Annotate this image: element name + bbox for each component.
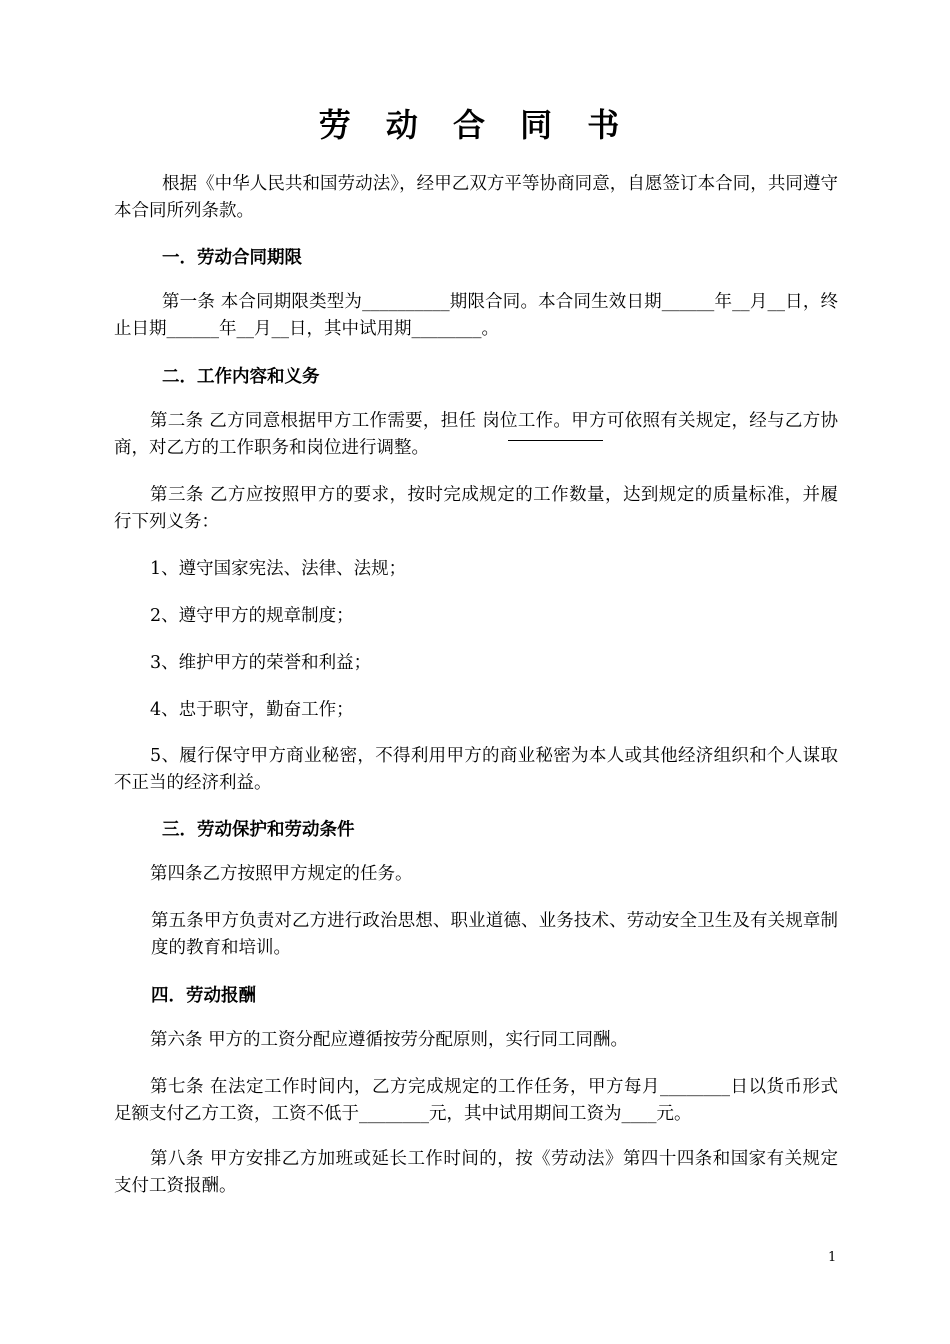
article-3: 第三条 乙方应按照甲方的要求，按时完成规定的工作数量，达到规定的质量标准，并履行下列义务： [114, 485, 838, 532]
duty-item: 3、维护甲方的荣誉和利益； [150, 653, 372, 673]
article-4: 第四条乙方按照甲方规定的任务。 [150, 864, 413, 884]
duty-item: 5、履行保守甲方商业秘密，不得利用甲方的商业秘密为本人或其他经济组织和个人谋取不正当的经济利益。 [114, 746, 838, 793]
article-1: 第一条 本合同期限类型为__________期限合同。本合同生效日期______年__月__日，终止日期______年__月__日，其中试用期________。 [114, 292, 838, 339]
duty-item: 1、遵守国家宪法、法律、法规； [150, 559, 407, 579]
section-heading-term: 一．劳动合同期限 [162, 248, 302, 268]
section-heading-pay: 四．劳动报酬 [151, 986, 256, 1006]
section-heading-duties: 二．工作内容和义务 [162, 367, 320, 387]
article-8: 第八条 甲方安排乙方加班或延长工作时间的，按《劳动法》第四十四条和国家有关规定支付工资报酬。 [114, 1149, 838, 1196]
article-6: 第六条 甲方的工资分配应遵循按劳分配原则，实行同工同酬。 [150, 1030, 629, 1050]
article-5: 第五条甲方负责对乙方进行政治思想、职业道德、业务技术、劳动安全卫生及有关规章制度的教育和培训。 [151, 911, 838, 958]
page-number: 1 [828, 1250, 837, 1265]
intro-paragraph: 根据《中华人民共和国劳动法》，经甲乙双方平等协商同意，自愿签订本合同，共同遵守本合同所列条款。 [114, 174, 838, 221]
duty-item: 2、遵守甲方的规章制度； [150, 606, 354, 626]
section-heading-protection: 三．劳动保护和劳动条件 [162, 820, 355, 840]
duty-item: 4、忠于职守，勤奋工作； [150, 700, 354, 720]
document-title: 劳 动 合 同 书 [318, 106, 632, 144]
strike-line-decoration [508, 440, 603, 441]
article-7: 第七条 在法定工作时间内，乙方完成规定的工作任务，甲方每月________日以货币形式足额支付乙方工资，工资不低于________元，其中试用期间工资为____元。 [114, 1077, 838, 1124]
article-2: 第二条 乙方同意根据甲方工作需要，担任 岗位工作。甲方可依照有关规定，经与乙方协商，对乙方的工作职务和岗位进行调整。 [114, 411, 838, 458]
